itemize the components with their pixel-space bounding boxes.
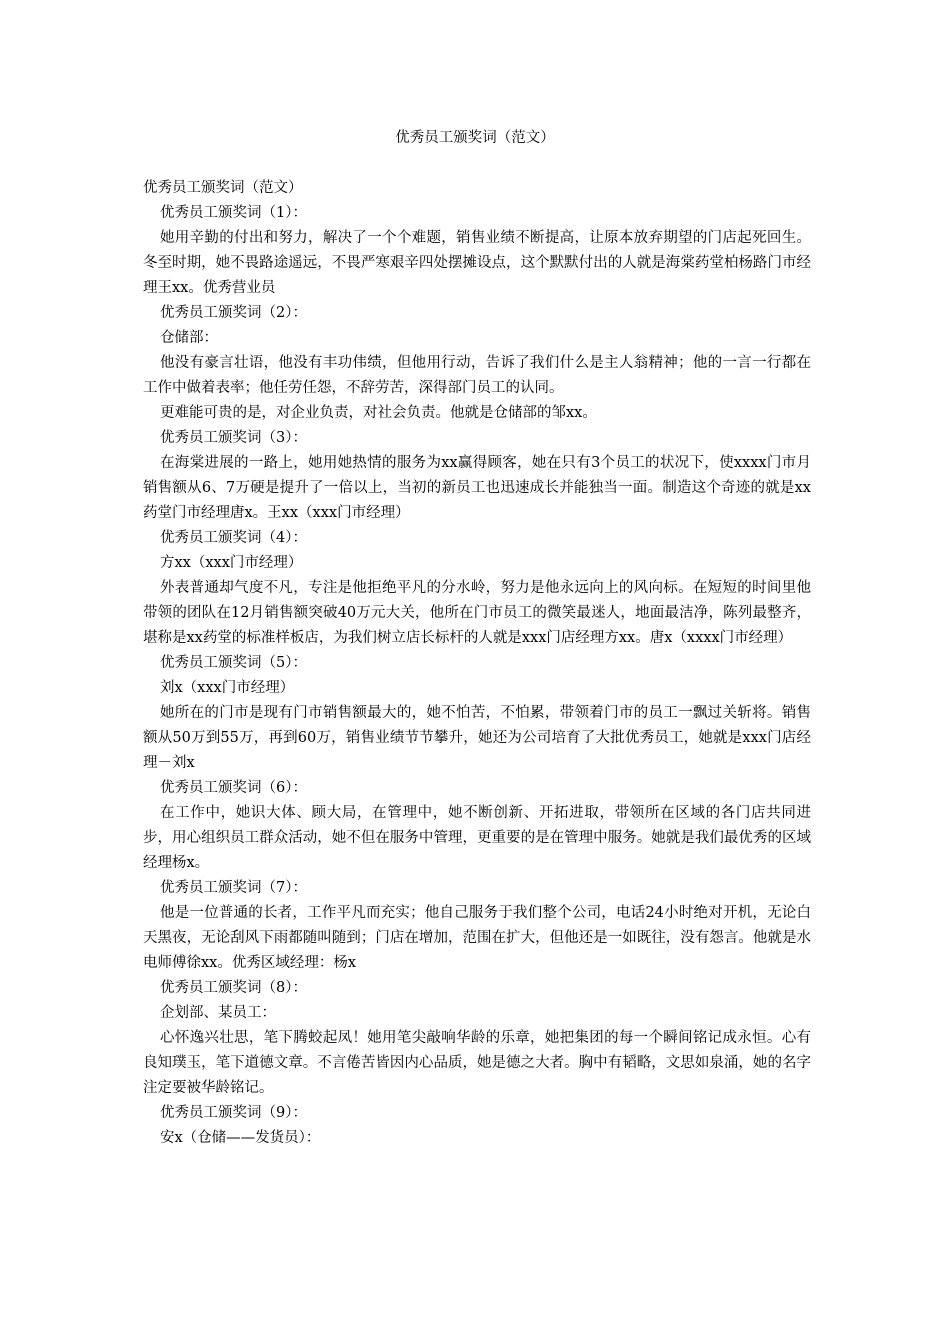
paragraph: 优秀员工颁奖词（3）： bbox=[160, 430, 307, 446]
paragraph: 更难能可贵的是，对企业负责，对社会负责。他就是仓储部的邹xx。 bbox=[160, 405, 597, 421]
paragraph: 外表普通却气度不凡，专注是他拒绝平凡的分水岭，努力是他永远向上的风向标。在短短的时间里他带领的团队在12月销售额突破40万元大关，他所在门市员工的微笑最迷人，地面最洁净，陈列最整齐，堪称是xx药堂的标准样板店，为我们树立店长标杆的人就是xxx门店经理方xx。唐x（xxxx门市经理） bbox=[143, 580, 811, 646]
paragraph: 她用辛勤的付出和努力，解决了一个个难题，销售业绩不断提高，让原本放弃期望的门店起死回生。冬至时期，她不畏路途遥远，不畏严寒艰辛四处摆摊设点，这个默默付出的人就是海棠药堂柏杨路门市经理王xx。优秀营业员 bbox=[143, 230, 811, 296]
document-body bbox=[143, 176, 811, 1151]
paragraph: 心怀逸兴壮思，笔下腾蛟起凤！她用笔尖敲响华龄的乐章，她把集团的每一个瞬间铭记成永恒。心有良知璞玉，笔下道德文章。不言倦苦皆因内心品质，她是德之大者。胸中有韬略，文思如泉涌，她的名字注定要被华龄铭记。 bbox=[143, 1030, 811, 1096]
paragraph: 优秀员工颁奖词（8）： bbox=[160, 980, 307, 996]
paragraph: 企划部、某员工： bbox=[160, 1005, 276, 1021]
paragraph: 他是一位普通的长者，工作平凡而充实；他自己服务于我们整个公司，电话24小时绝对开机，无论白天黑夜，无论刮风下雨都随叫随到；门店在增加，范围在扩大，但他还是一如既往，没有怨言。他就是水电师傅徐xx。优秀区域经理：杨x bbox=[143, 905, 811, 971]
paragraph: 仓储部： bbox=[160, 330, 218, 346]
paragraph: 刘x（xxx门市经理） bbox=[160, 680, 295, 696]
paragraph: 在工作中，她识大体、顾大局，在管理中，她不断创新、开拓进取，带领所在区域的各门店共同进步，用心组织员工群众活动，她不但在服务中管理，更重要的是在管理中服务。她就是我们最优秀的区域经理杨x。 bbox=[143, 805, 811, 871]
paragraph: 安x（仓储——发货员）： bbox=[160, 1130, 321, 1146]
paragraph: 优秀员工颁奖词（1）： bbox=[160, 205, 307, 221]
paragraph: 优秀员工颁奖词（5）： bbox=[160, 655, 307, 671]
paragraph: 优秀员工颁奖词（范文） bbox=[143, 180, 303, 196]
paragraph: 方xx（xxx门市经理） bbox=[160, 555, 303, 571]
paragraph: 优秀员工颁奖词（9）： bbox=[160, 1105, 307, 1121]
paragraph: 优秀员工颁奖词（4）： bbox=[160, 530, 307, 546]
paragraph: 优秀员工颁奖词（7）： bbox=[160, 880, 307, 896]
paragraph: 她所在的门市是现有门市销售额最大的，她不怕苦，不怕累，带领着门市的员工一飘过关斩将。销售额从50万到55万，再到60万，销售业绩节节攀升，她还为公司培育了大批优秀员工，她就是xxx门店经理－刘x bbox=[143, 705, 811, 771]
paragraph: 在海棠进展的一路上，她用她热情的服务为xx赢得顾客，她在只有3个员工的状况下，使xxxx门市月销售额从6、7万硬是提升了一倍以上，当初的新员工也迅速成长并能独当一面。制造这个奇迹的就是xx药堂门市经理唐x。王xx（xxx门市经理） bbox=[143, 455, 811, 521]
paragraph: 他没有豪言壮语，他没有丰功伟绩，但他用行动，告诉了我们什么是主人翁精神；他的一言一行都在工作中做着表率；他任劳任怨，不辞劳苦，深得部门员工的认同。 bbox=[143, 355, 811, 396]
paragraph: 优秀员工颁奖词（2）： bbox=[160, 305, 307, 321]
paragraph: 优秀员工颁奖词（6）： bbox=[160, 780, 307, 796]
document-title: 优秀员工颁奖词（范文） bbox=[395, 130, 555, 146]
